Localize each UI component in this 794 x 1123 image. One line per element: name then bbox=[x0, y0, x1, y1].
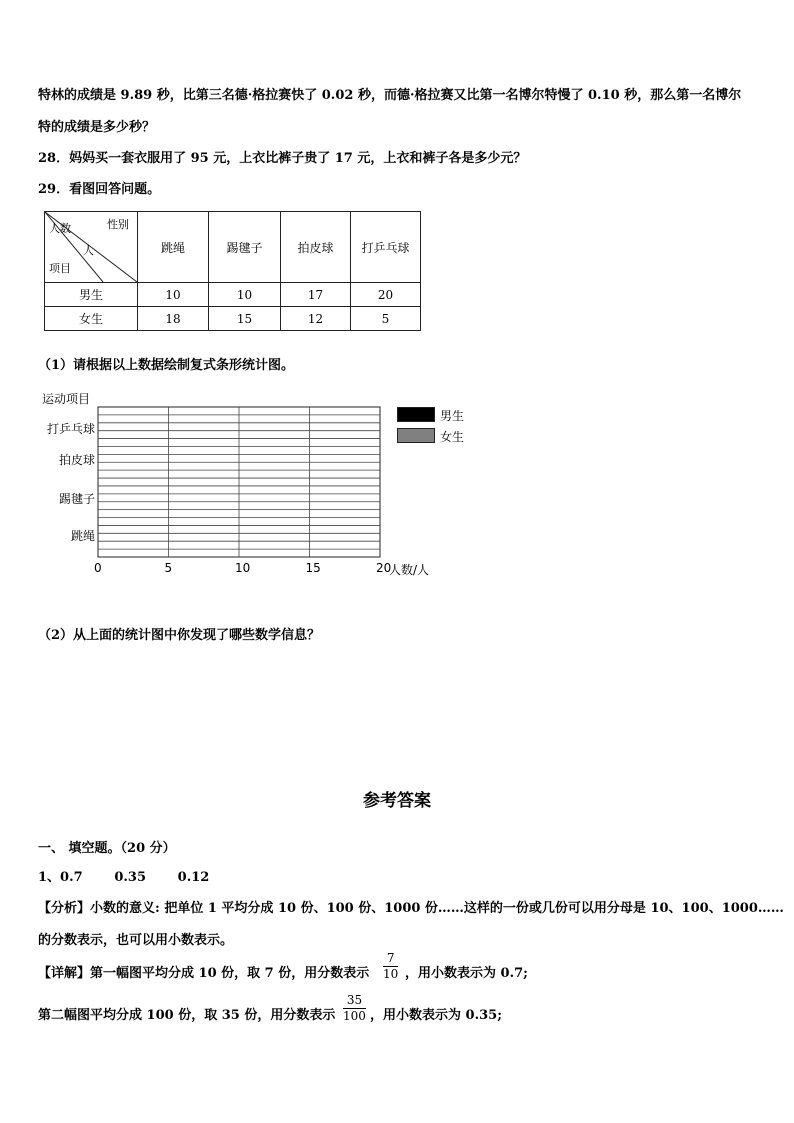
category-label: 拍皮球 bbox=[58, 453, 95, 467]
table-row bbox=[45, 307, 421, 331]
fraction-7-10 bbox=[383, 951, 398, 982]
fraction-35-100 bbox=[343, 993, 366, 1024]
table-cell: 12 bbox=[281, 307, 351, 331]
chart-x-axis-title: 人数/人 bbox=[389, 563, 430, 577]
table-cell: 17 bbox=[281, 283, 351, 307]
fraction-denominator: 100 bbox=[343, 1009, 366, 1023]
legend-label-boys: 男生 bbox=[440, 409, 465, 423]
section-heading: 一、 填空题。（20 分） bbox=[38, 841, 176, 856]
fraction-denominator: 10 bbox=[383, 967, 399, 981]
detail-1-text: 【详解】第一幅图平均分成 10 份，取 7 份，用分数表示 bbox=[38, 966, 370, 981]
table-header: 踢毽子 bbox=[209, 212, 281, 283]
table-header: 跳绳 bbox=[138, 212, 209, 283]
answer-title: 参考答案 bbox=[363, 791, 431, 811]
chart-y-axis-title: 运动项目 bbox=[42, 392, 91, 406]
legend-swatch-boys bbox=[397, 407, 435, 422]
chart-grid bbox=[97, 406, 382, 558]
detail-2-text: 第二幅图平均分成 100 份，取 35 份，用分数表示 bbox=[38, 1008, 336, 1023]
x-tick-label: 5 bbox=[164, 561, 173, 575]
detail-2-tail: ，用小数表示为 0.35; bbox=[370, 1008, 502, 1023]
row-label: 女生 bbox=[45, 307, 138, 331]
x-tick-label: 20 bbox=[376, 561, 392, 575]
table-header: 打乒乓球 bbox=[351, 212, 421, 283]
x-tick-label: 15 bbox=[305, 561, 321, 575]
corner-item: 项目 bbox=[49, 262, 71, 275]
table-cell: 10 bbox=[209, 283, 281, 307]
analysis-line1: 【分析】小数的意义: 把单位 1 平均分成 10 份、100 份、1000 份……这样的一份或几份可以用分母是 10、100、1000…… bbox=[38, 901, 784, 916]
q29: 29．看图回答问题。 bbox=[38, 182, 161, 197]
corner-gender: 性别 bbox=[107, 218, 129, 231]
x-tick-label: 10 bbox=[235, 561, 251, 575]
table-cell: 18 bbox=[138, 307, 209, 331]
table-cell: 20 bbox=[351, 283, 421, 307]
fraction-numerator: 35 bbox=[343, 993, 366, 1009]
fraction-numerator: 7 bbox=[383, 951, 398, 967]
category-label: 踢毽子 bbox=[58, 492, 95, 506]
q27-line1: 特林的成绩是 9.89 秒，比第三名德·格拉赛快了 0.02 秒，而德·格拉赛又比第一名博尔特慢了 0.10 秒，那么第一名博尔 bbox=[38, 88, 742, 103]
q28: 28．妈妈买一套衣服用了 95 元，上衣比裤子贵了 17 元，上衣和裤子各是多少元？ bbox=[38, 151, 527, 166]
sub-question-1: （1）请根据以上数据绘制复式条形统计图。 bbox=[38, 358, 295, 373]
row-label: 男生 bbox=[45, 283, 138, 307]
data-table bbox=[44, 211, 421, 331]
detail-1-tail: ，用小数表示为 0.7; bbox=[405, 966, 528, 981]
answer-1: 1、0.7 0.35 0.12 bbox=[38, 870, 210, 885]
table-corner-header bbox=[45, 212, 138, 283]
analysis-line2: 的分数表示，也可以用小数表示。 bbox=[38, 933, 234, 948]
corner-people: 人数 bbox=[49, 222, 71, 235]
category-label: 跳绳 bbox=[70, 529, 95, 543]
table-cell: 10 bbox=[138, 283, 209, 307]
legend-label-girls: 女生 bbox=[440, 430, 465, 444]
corner-person: 人 bbox=[83, 244, 94, 257]
table-cell: 5 bbox=[351, 307, 421, 331]
sub-question-2: （2）从上面的统计图中你发现了哪些数学信息？ bbox=[38, 628, 321, 643]
table-row bbox=[45, 283, 421, 307]
table-cell: 15 bbox=[209, 307, 281, 331]
x-tick-label: 0 bbox=[94, 561, 102, 575]
table-header: 拍皮球 bbox=[281, 212, 351, 283]
q27-line2: 特的成绩是多少秒？ bbox=[38, 120, 156, 135]
legend-swatch-girls bbox=[397, 428, 435, 443]
category-label: 打乒乓球 bbox=[46, 422, 95, 436]
